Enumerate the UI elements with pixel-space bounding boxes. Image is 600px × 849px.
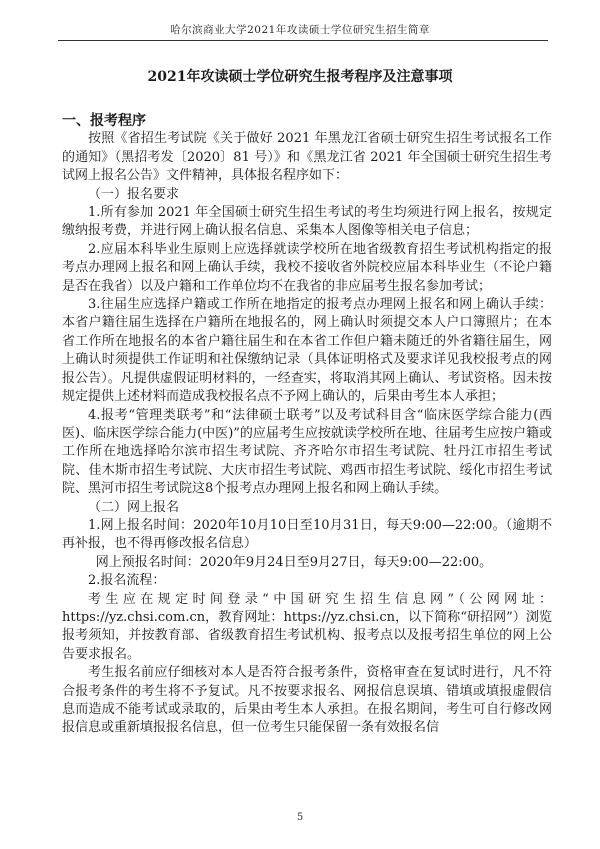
page-number: 5 bbox=[296, 812, 304, 823]
header-rule bbox=[58, 40, 548, 41]
page-header: 哈尔滨商业大学2021年攻读硕士学位研究生招生简章 bbox=[170, 24, 430, 36]
flow-paragraph-2: 考生报名前应仔细核对本人是否符合报考条件，资格审查在复试时进行，凡不符合报考条件的考生将不予复试。凡不按要求报名、网报信息误填、错填或填报虚假信息而造成不能考试或录取的，后果由考生本人承担。在报名期间，考生可自行修改网报信息或重新填报报名信息，但一位考生只能保留一条有效报名信 bbox=[62, 665, 552, 736]
requirement-4: 4.报考“管理类联考”和“法律硕士联考”以及考试科目含“临床医学综合能力(西医)、临床医学综合能力(中医)”的应届考生应按就读学校所在地、往届考生应按户籍或工作所在地选择哈尔滨市招生考试院、齐齐哈尔市招生考试院、牡丹江市招生考试院、佳木斯市招生考试院、大庆市招生考试院、鸡西市招生考试院、绥化市招生考试院、黑河市招生考试院这8个报考点办理网上报名和网上确认手续。 bbox=[62, 407, 552, 497]
online-time: 1.网上报名时间：2020年10月10日至10月31日，每天9:00—22:00。（逾期不再补报，也不得再修改报名信息） bbox=[62, 517, 552, 552]
document-title: 2021年攻读硕士学位研究生报考程序及注意事项 bbox=[147, 69, 453, 85]
requirement-3: 3.往届生应选择户籍或工作所在地指定的报考点办理网上报名和网上确认手续：本省户籍往届生选择在户籍所在地报名的，网上确认时须提交本人户口簿照片；在本省工作所在地报名的本省户籍往届生和在本省工作但户籍未随迁的外省籍往届生，网上确认时须提供工作证明和社保缴纳记录（具体证明格式及要求详见我校报考点的网报公告）。凡提供虚假证明材料的，一经查实，将取消其网上确认、考试资格。因未按规定提供上述材料而造成我校报名点不予网上确认的，后果由考生本人承担； bbox=[62, 297, 552, 405]
intro-paragraph: 按照《省招生考试院《关于做好 2021 年黑龙江省硕士研究生招生考试报名工作的通知》（黑招考发〔2020〕81 号）》和《黑龙江省 2021 年全国硕士研究生招生考试网上报名公告》文件精神，具体报名程序如下： bbox=[62, 131, 552, 184]
document-body bbox=[62, 112, 552, 738]
pre-registration-time: 网上预报名时间：2020年9月24日至9月27日，每天9:00—22:00。 bbox=[95, 554, 493, 570]
subheading-requirements: （一）报名要求 bbox=[88, 186, 180, 202]
requirement-2: 2.应届本科毕业生原则上应选择就读学校所在地省级教育招生考试机构指定的报考点办理网上报名和网上确认手续，我校不接收省外院校应届本科毕业生（不论户籍是否在我省）以及户籍和工作单位均不在我省的非应届考生报名参加考试； bbox=[62, 241, 552, 294]
flow-label: 2.报名流程： bbox=[88, 573, 166, 589]
subheading-online: （二）网上报名 bbox=[88, 499, 180, 515]
flow-paragraph-1: 考生应在规定时间登录“中国研究生招生信息网”（公网网址：https://yz.chsi.com.cn，教育网址：https://yz.chsi.cn，以下简称“研招网”）浏览报考须知，并按教育部、省级教育招生考试机构、报考点以及报考招生单位的网上公告要求报名。 bbox=[62, 591, 552, 662]
requirement-1: 1.所有参加 2021 年全国硕士研究生招生考试的考生均须进行网上报名，按规定缴纳报考费，并进行网上确认报名信息、采集本人图像等相关电子信息； bbox=[62, 205, 552, 239]
section-heading: 一、报考程序 bbox=[62, 113, 146, 129]
